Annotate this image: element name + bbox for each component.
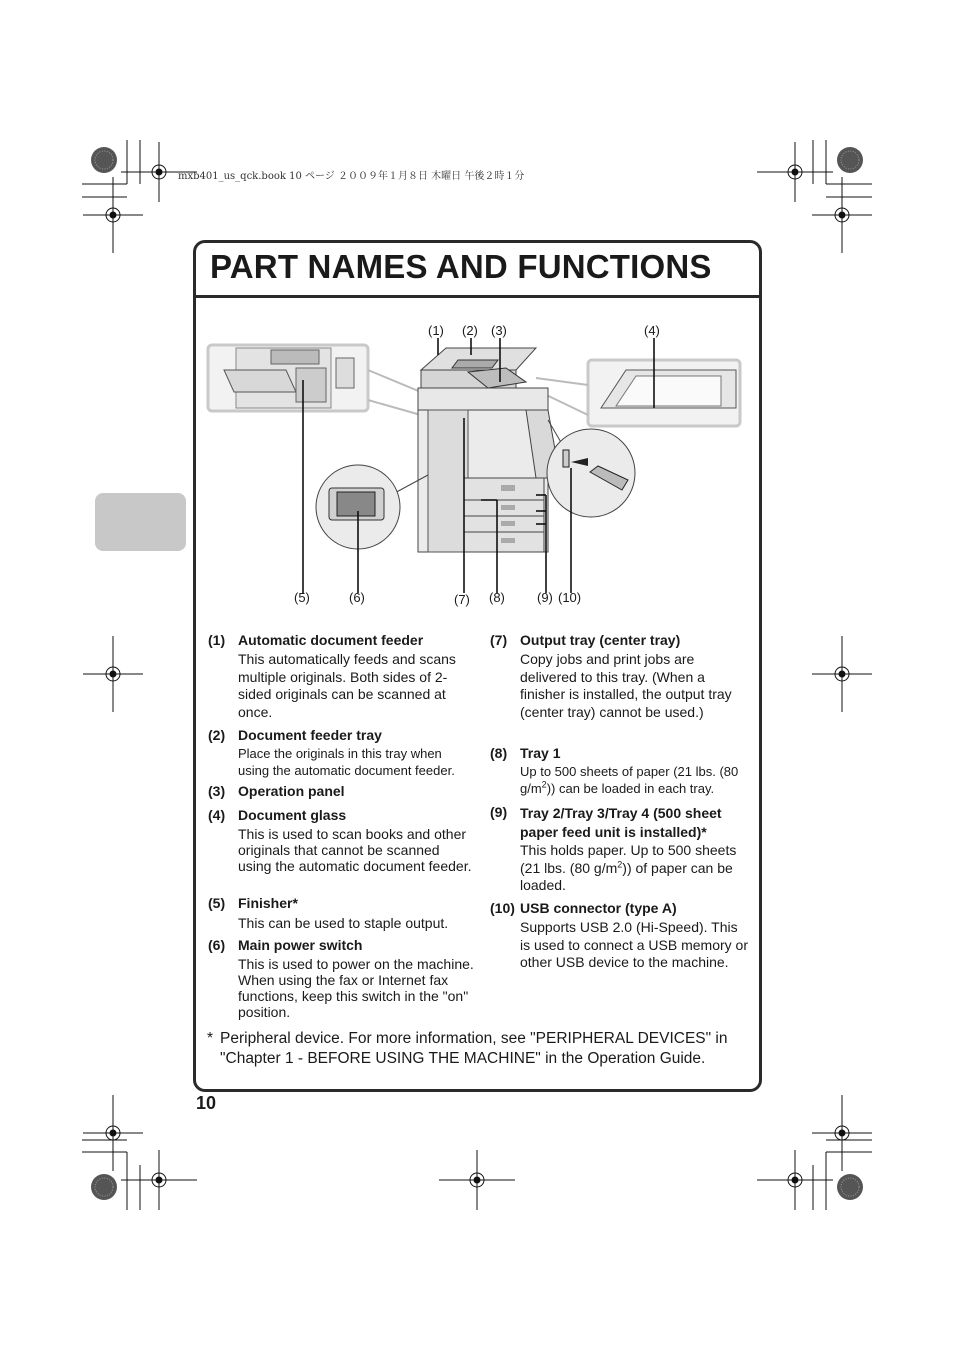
part-number: (6) [208,937,226,953]
part-name: Document feeder tray [238,727,382,743]
callout-10: (10) [558,590,582,605]
title-divider [196,295,759,298]
callout-5: (5) [294,590,310,605]
page-number: 10 [196,1093,217,1113]
footnote-marker: * [207,1030,214,1047]
part-number: (5) [208,895,226,911]
callout-9: (9) [537,590,553,605]
part-name: USB connector (type A) [520,900,677,916]
callout-2: (2) [462,323,478,338]
part-number: (1) [208,632,226,648]
part-description: This can be used to staple output. [238,915,449,931]
part-name: Document glass [238,807,347,823]
part-number: (9) [490,804,508,820]
callout-6: (6) [349,590,365,605]
callout-8: (8) [489,590,505,605]
copier-machine [418,348,556,595]
part-description: This holds paper. Up to 500 sheets (21 lbs. (80 $g/m^2$)) of paper can be loaded. [520,842,737,893]
callout-4: (4) [644,323,660,338]
part-number: (4) [208,807,226,823]
callout-7: (7) [454,592,470,607]
part-number: (10) [490,900,515,916]
print-header-info: mxb401_us_qck.book 10 ページ ２００９年１月８日 木曜日 午後２時１分 [178,171,525,182]
machine-diagram [196,310,751,610]
part-description: This automatically feeds and scans multiple originals. Both sides of 2-sided originals can be scanned at once. [238,651,456,720]
callout-3: (3) [491,323,507,338]
usb-inset [547,420,635,517]
footnote-text: Peripheral device. For more information, see "PERIPHERAL DEVICES" in "Chapter 1 - BEFORE USING THE MACHINE" in the Operation Guide. [220,1030,728,1067]
part-number: (2) [208,727,226,743]
document-glass-inset [588,360,740,426]
part-description: This is used to power on the machine. When using the fax or Internet fax functions, keep this switch in the "on" position. [238,956,474,1020]
part-description: Copy jobs and print jobs are delivered to this tray. (When a finisher is installed, the output tray (center tray) cannot be used.) [520,651,732,720]
part-name: Tray 1 [520,745,561,761]
part-name: Tray 2/Tray 3/Tray 4 (500 sheet paper feed unit is installed)* [520,805,722,840]
power-switch-inset [316,465,428,549]
part-description: This is used to scan books and other originals that cannot be scanned using the automatic document feeder. [238,826,472,874]
part-number: (3) [208,783,226,799]
part-number: (8) [490,745,508,761]
part-name: Finisher* [238,895,298,911]
part-description: Supports USB 2.0 (Hi-Speed). This is used to connect a USB memory or other USB device to the machine. [520,919,748,970]
part-name: Operation panel [238,783,345,799]
part-description: Place the originals in this tray when using the automatic document feeder. [238,746,455,778]
page-title: PART NAMES AND FUNCTIONS [210,248,712,285]
callout-1: (1) [428,323,444,338]
part-name: Main power switch [238,937,363,953]
part-name: Output tray (center tray) [520,632,681,648]
part-name: Automatic document feeder [238,632,424,648]
chapter-side-tab [95,493,186,551]
part-number: (7) [490,632,508,648]
part-description: Up to 500 sheets of paper (21 lbs. (80 $g/m^2$)) can be loaded in each tray. [520,764,739,796]
finisher-inset [208,345,368,411]
